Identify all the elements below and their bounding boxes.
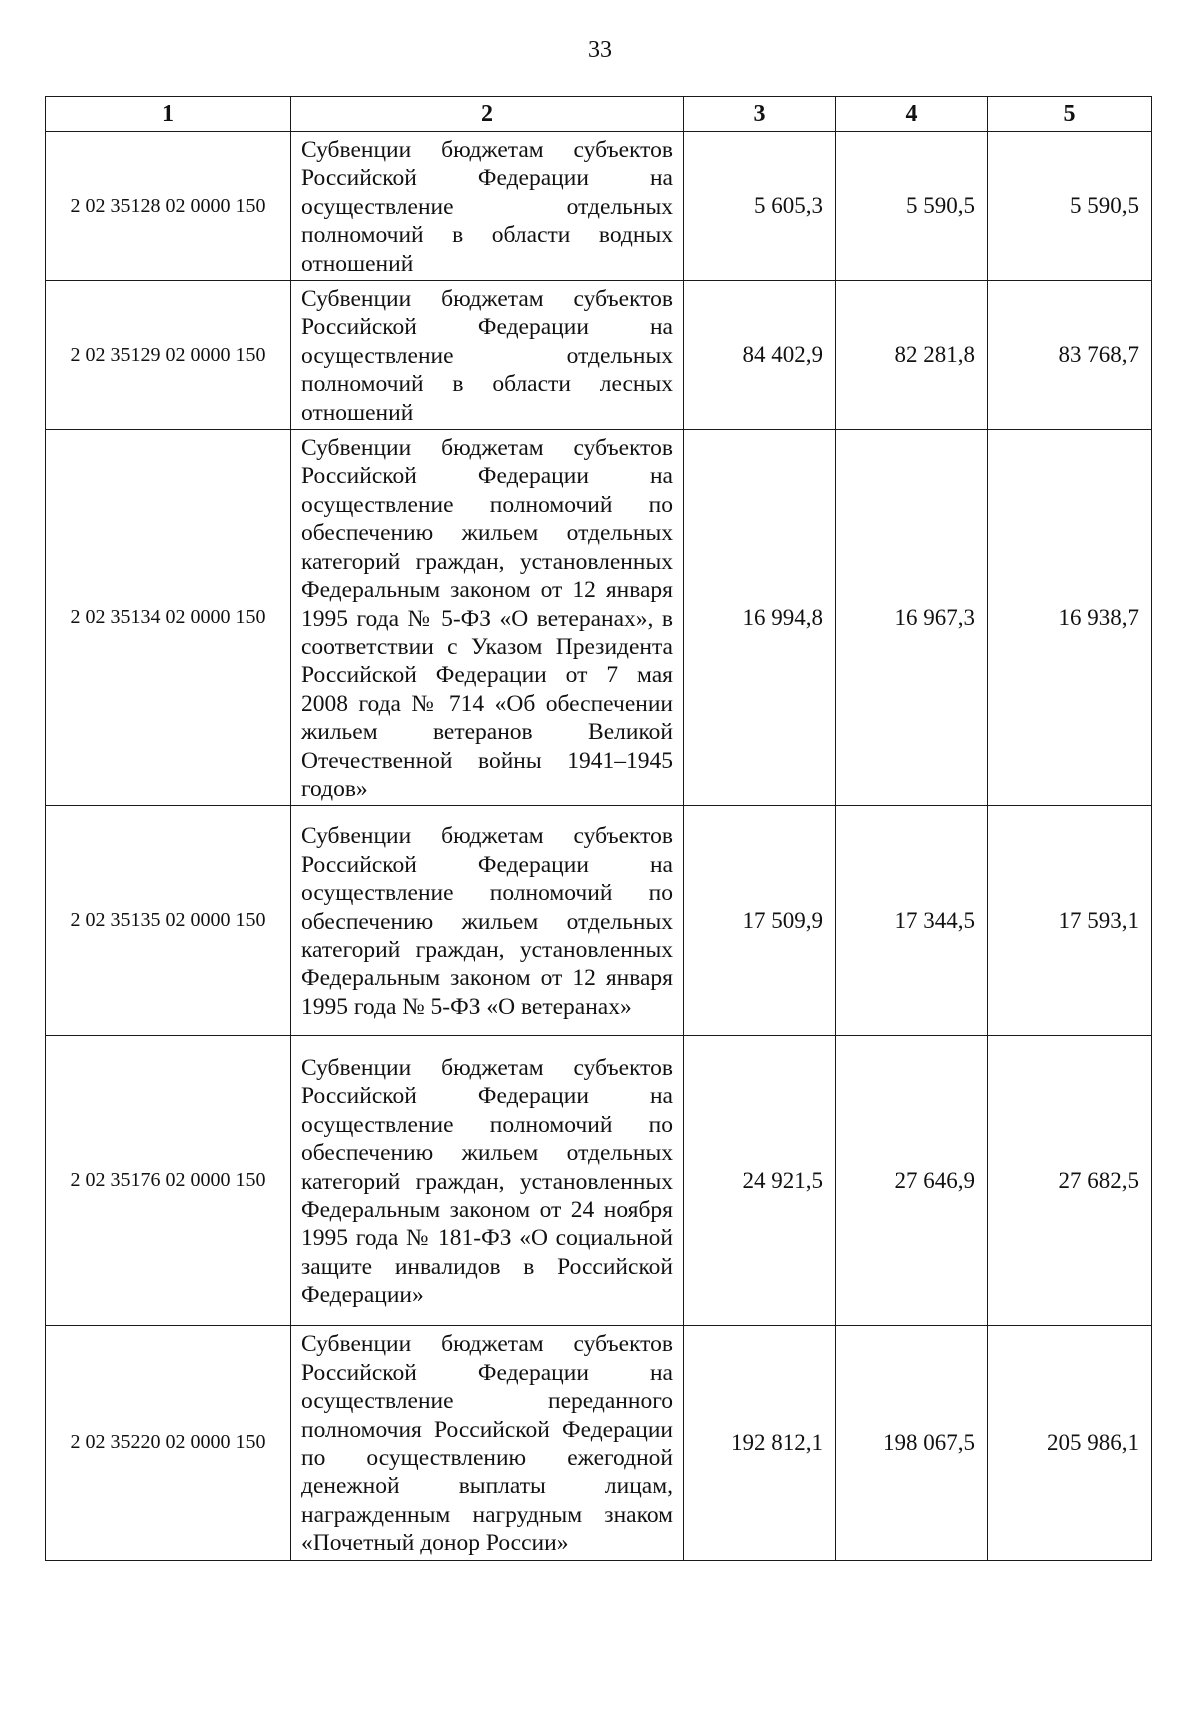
row-description: Субвенции бюджетам субъектов Российской Федерации на осуществление полномочий по обеспечению жильем отдельных категорий граждан, установленных Федеральным законом от 12 января 1995 года № 5-ФЗ «О ветеранах», в соответствии с Указом Президента Российской Федерации от 7 мая 2008 года № 714 «Об обеспечении жильем ветеранов Великой Отечественной войны 1941–1945 годов» [291, 430, 684, 806]
row-value-col5: 16 938,7 [988, 430, 1152, 806]
row-code: 2 02 35134 02 0000 150 [46, 430, 291, 806]
table-row [46, 1036, 1152, 1326]
row-value-col3: 84 402,9 [684, 281, 836, 430]
table-row [46, 1326, 1152, 1560]
row-value-col4: 5 590,5 [836, 132, 988, 281]
table-row [46, 281, 1152, 430]
header-col-4: 4 [836, 97, 988, 132]
row-description: Субвенции бюджетам субъектов Российской Федерации на осуществление полномочий по обеспечению жильем отдельных категорий граждан, установленных Федеральным законом от 12 января 1995 года № 5-ФЗ «О ветеранах» [291, 806, 684, 1036]
row-code: 2 02 35135 02 0000 150 [46, 806, 291, 1036]
table-row [46, 430, 1152, 806]
row-value-col4: 16 967,3 [836, 430, 988, 806]
budget-table [45, 96, 1152, 1561]
row-value-col3: 24 921,5 [684, 1036, 836, 1326]
row-value-col4: 198 067,5 [836, 1326, 988, 1560]
row-value-col3: 5 605,3 [684, 132, 836, 281]
page-number: 33 [588, 37, 612, 63]
row-code: 2 02 35220 02 0000 150 [46, 1326, 291, 1560]
row-value-col3: 192 812,1 [684, 1326, 836, 1560]
header-col-5: 5 [988, 97, 1152, 132]
row-description: Субвенции бюджетам субъектов Российской Федерации на осуществление отдельных полномочий в области водных отношений [291, 132, 684, 281]
row-value-col5: 17 593,1 [988, 806, 1152, 1036]
table-body [46, 132, 1152, 1561]
row-value-col5: 205 986,1 [988, 1326, 1152, 1560]
row-value-col4: 17 344,5 [836, 806, 988, 1036]
row-value-col3: 16 994,8 [684, 430, 836, 806]
row-code: 2 02 35128 02 0000 150 [46, 132, 291, 281]
row-code: 2 02 35129 02 0000 150 [46, 281, 291, 430]
header-col-1: 1 [46, 97, 291, 132]
header-row [46, 97, 1152, 132]
header-col-2: 2 [291, 97, 684, 132]
row-value-col4: 82 281,8 [836, 281, 988, 430]
header-col-3: 3 [684, 97, 836, 132]
table-row [46, 132, 1152, 281]
table-row [46, 806, 1152, 1036]
row-value-col5: 83 768,7 [988, 281, 1152, 430]
row-value-col3: 17 509,9 [684, 806, 836, 1036]
row-description: Субвенции бюджетам субъектов Российской Федерации на осуществление переданного полномочия Российской Федерации по осуществлению ежегодной денежной выплаты лицам, награжденным нагрудным знаком «Почетный донор России» [291, 1326, 684, 1560]
row-code: 2 02 35176 02 0000 150 [46, 1036, 291, 1326]
table-header [46, 97, 1152, 132]
row-value-col4: 27 646,9 [836, 1036, 988, 1326]
row-description: Субвенции бюджетам субъектов Российской Федерации на осуществление отдельных полномочий в области лесных отношений [291, 281, 684, 430]
row-value-col5: 5 590,5 [988, 132, 1152, 281]
row-description: Субвенции бюджетам субъектов Российской Федерации на осуществление полномочий по обеспечению жильем отдельных категорий граждан, установленных Федеральным законом от 24 ноября 1995 года № 181-ФЗ «О социальной защите инвалидов в Российской Федерации» [291, 1036, 684, 1326]
row-value-col5: 27 682,5 [988, 1036, 1152, 1326]
